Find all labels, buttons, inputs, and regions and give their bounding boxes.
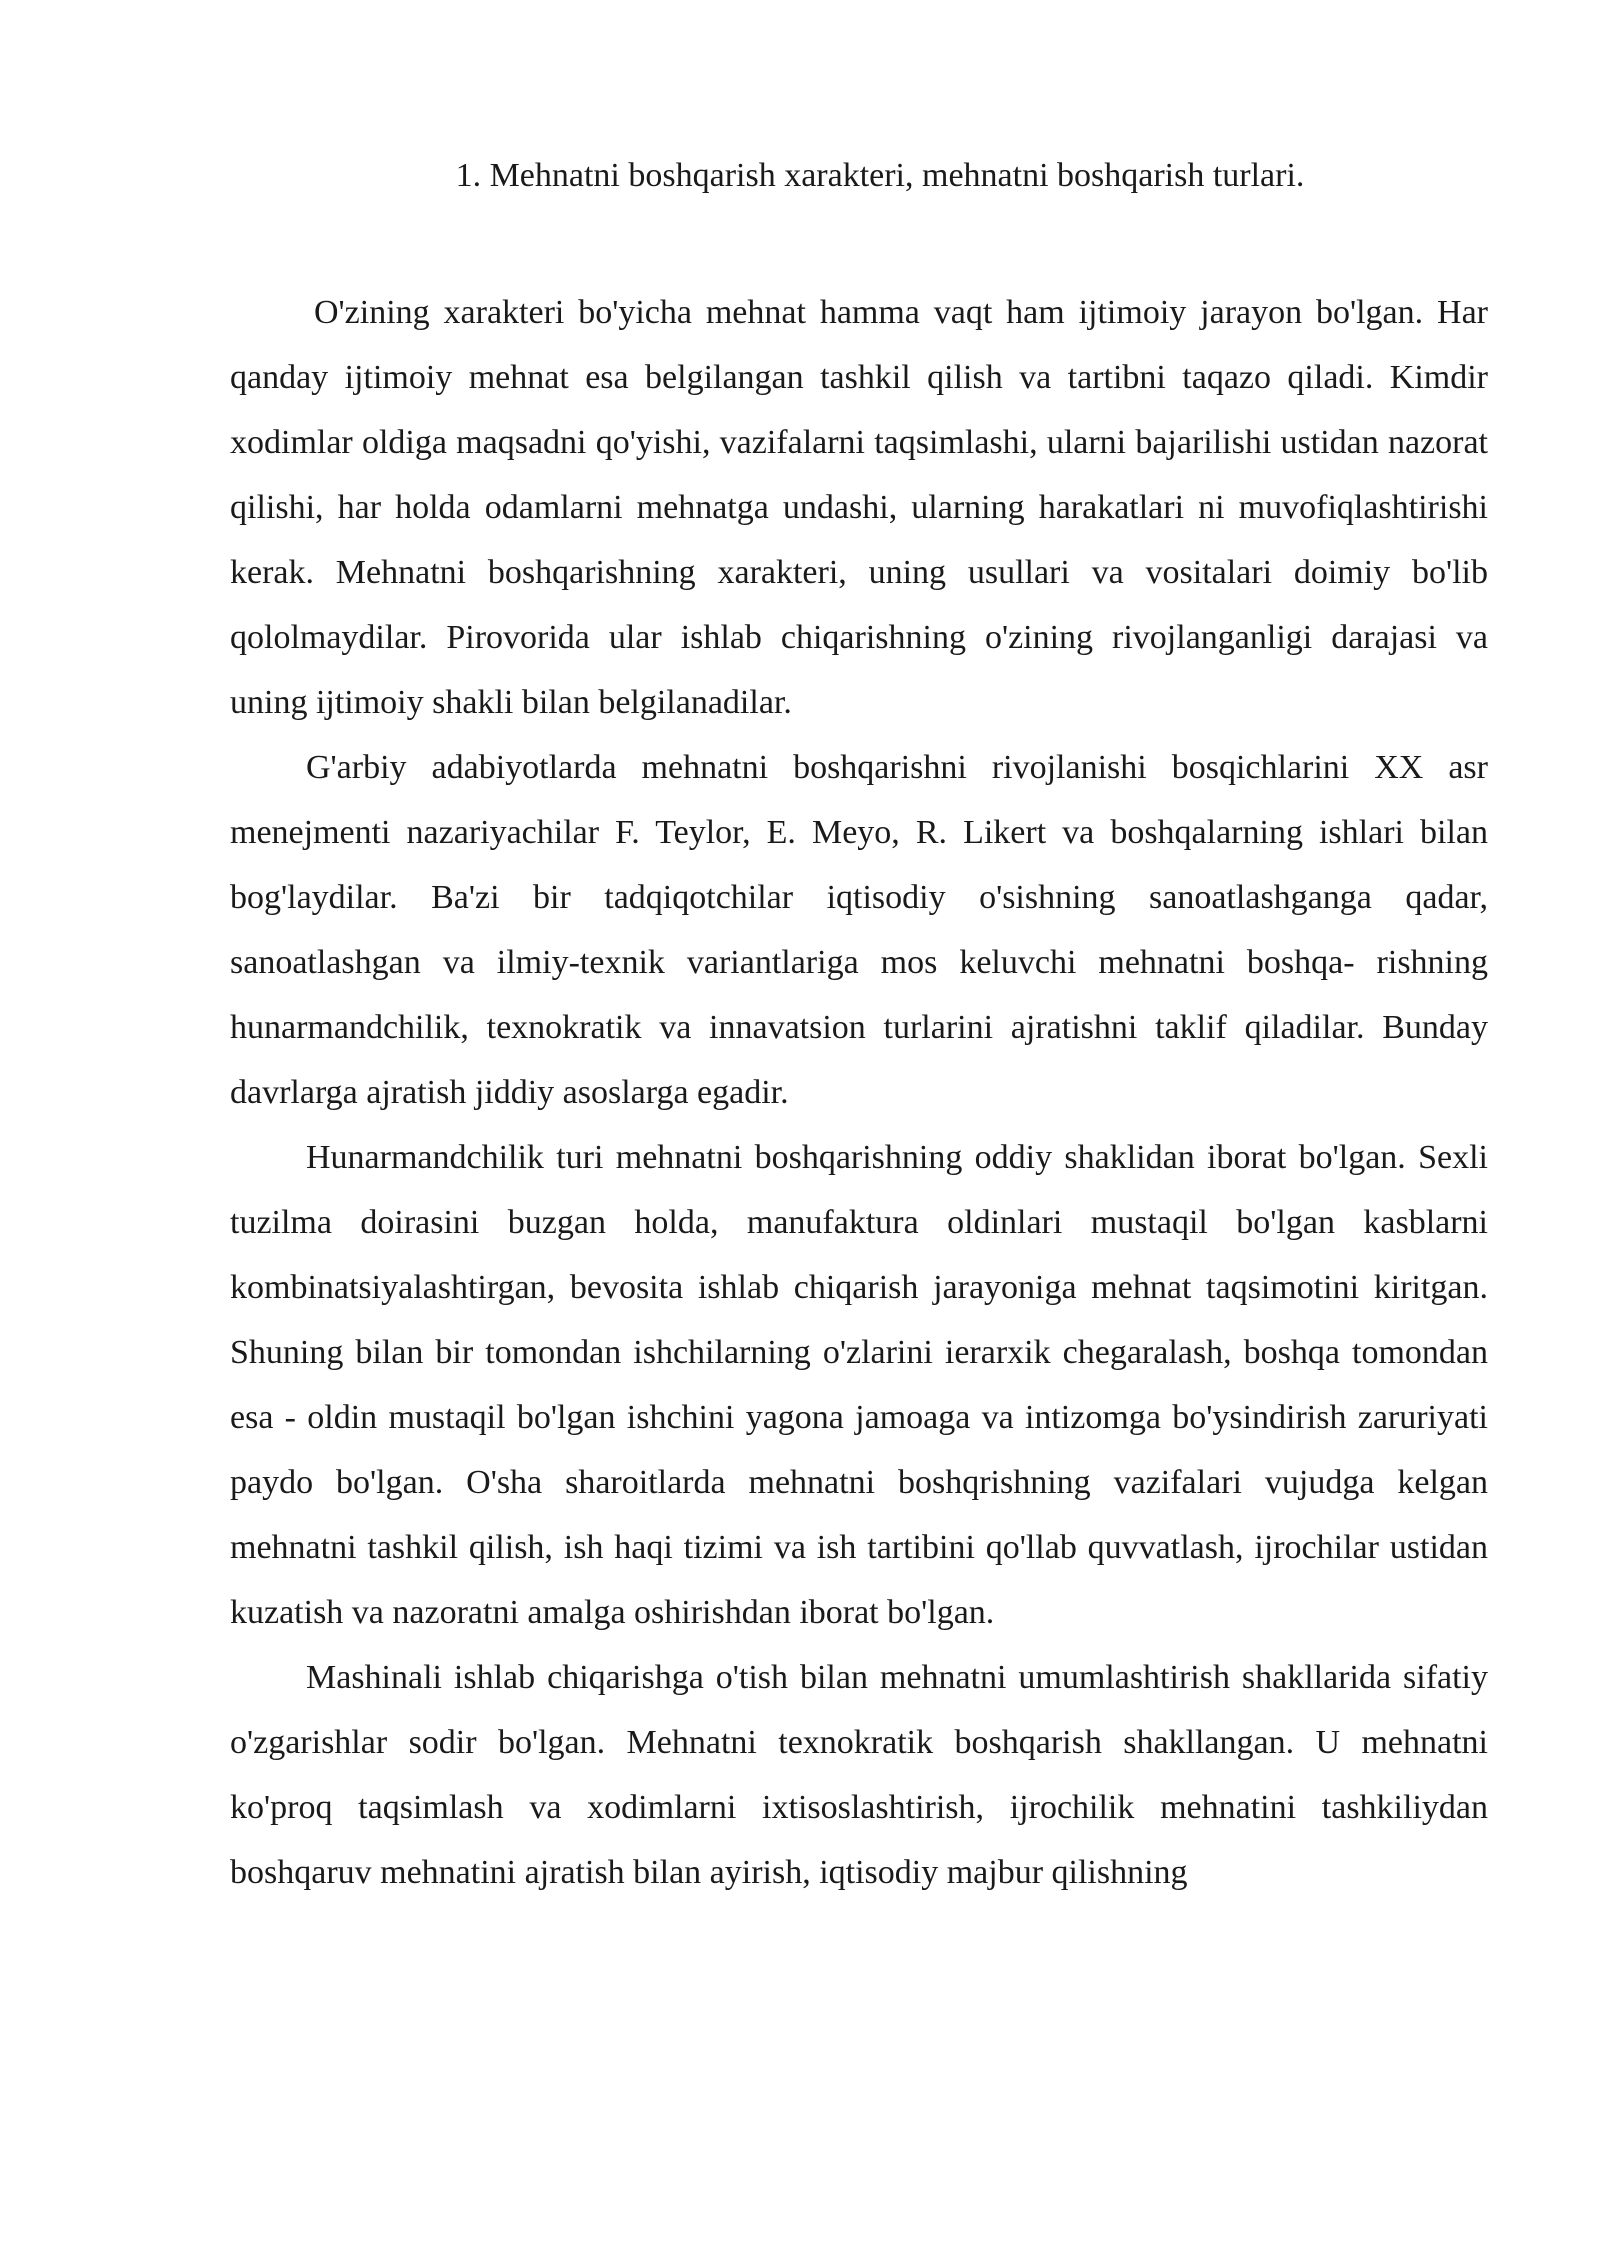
paragraph-1: O'zining xarakteri bo'yicha mehnat hamma vaqt ham ijtimoiy jarayon bo'lgan. Har qanday ijtimoiy mehnat esa belgilangan tashkil qilish va tartibni taqazo qiladi. Kimdir xodimlar oldiga maqsadni qo'yishi, vazifalarni taqsimlashi, ularni bajarilishi ustidan nazorat qilishi, har holda odamlarni mehnatga undashi, ularning harakatlari ni muvofiqlashtirishi kerak. Mehnatni boshqarishning xarakteri, uning usullari va vositalari doimiy bo'lib qololmaydilar. Pirovorida ular ishlab chiqarishning o'zining rivojlanganligi darajasi va uning ijtimoiy shakli bilan belgilanadilar.	[230, 294, 1488, 721]
paragraph-2: G'arbiy adabiyotlarda mehnatni boshqarishni rivojlanishi bosqichlarini XX asr menejmenti nazariyachilar F. Teylor, E. Meyo, R. Likert va boshqalarning ishlari bilan bog'laydilar. Ba'zi bir tadqiqotchilar iqtisodiy o'sishning sanoatlashganga qadar, sanoatlashgan va ilmiy-texnik variantlariga mos keluvchi mehnatni boshqa- rishning hunarmandchilik, texnokratik va innavatsion turlarini ajratishni taklif qiladilar. Bunday davrlarga ajratish jiddiy asoslarga egadir.	[230, 749, 1488, 1111]
paragraph-3: Hunarmandchilik turi mehnatni boshqarishning oddiy shaklidan iborat bo'lgan. Sexli tuzilma doirasini buzgan holda, manufaktura oldinlari mustaqil bo'lgan kasblarni kombinatsiyalashtirgan, bevosita ishlab chiqarish jarayoniga mehnat taqsimotini kiritgan. Shuning bilan bir tomondan ishchilarning o'zlarini ierarxik chegaralash, boshqa tomondan esa - oldin mustaqil bo'lgan ishchini yagona jamoaga va intizomga bo'ysindirish zaruriyati paydo bo'lgan. O'sha sharoitlarda mehnatni boshqrishning vazifalari vujudga kelgan mehnatni tashkil qilish, ish haqi tizimi va ish tartibini qo'llab quvvatlash, ijrochilar ustidan kuzatish va nazoratni amalga oshirishdan iborat bo'lgan.	[230, 1139, 1488, 1631]
document-body	[230, 280, 1488, 1905]
section-heading: 1. Mehnatni boshqarish xarakteri, mehnatni boshqarish turlari.	[455, 157, 1305, 194]
paragraph-4: Mashinali ishlab chiqarishga o'tish bilan mehnatni umumlashtirish shakllarida sifatiy o'zgarishlar sodir bo'lgan. Mehnatni texnokratik boshqarish shakllangan. U mehnatni ko'proq taqsimlash va xodimlarni ixtisoslashtirish, ijrochilik mehnatini tashkiliydan boshqaruv mehnatini ajratish bilan ayirish, iqtisodiy majbur qilishning	[230, 1659, 1488, 1891]
